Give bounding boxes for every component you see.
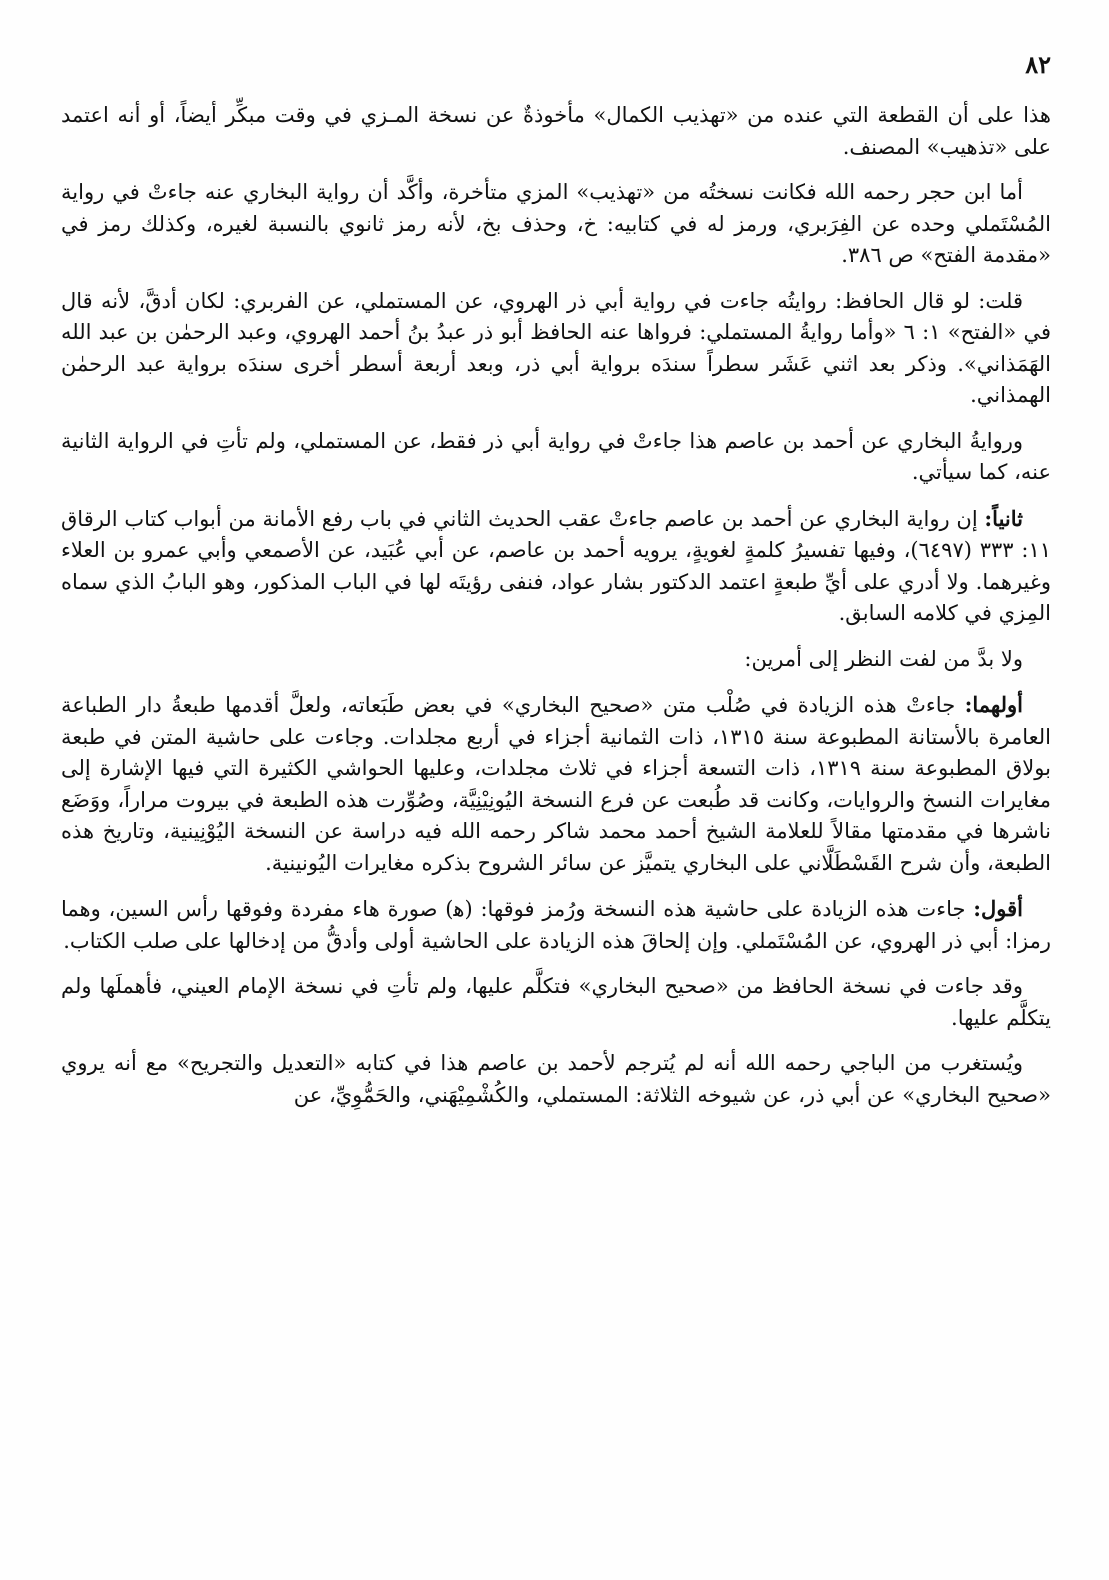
paragraph-text: أما ابن حجر رحمه الله فكانت نسختُه من «تهذيب» المزي متأخرة، وأكَّد أن رواية البخاري عنه جاءتْ في رواية المُسْتَملي وحده عن الفِرَبري، ورمز له في كتابيه: خ، وحذف بخ، لأنه رمز ثانوي بالنسبة لغيره، وكذلك رمز في «مقدمة الفتح» ص ٣٨٦. xyxy=(61,180,1051,267)
paragraph xyxy=(61,177,1051,272)
paragraph xyxy=(61,1048,1051,1111)
paragraph-text: هذا على أن القطعة التي عنده من «تهذيب الكمال» مأخوذةٌ عن نسخة المـزي في وقت مبكِّر أيضاً، أو أنه اعتمد على «تذهيب» المصنف. xyxy=(61,103,1051,159)
paragraph-text: وقد جاءت في نسخة الحافظ من «صحيح البخاري» فتكلَّم عليها، ولم تأتِ في نسخة الإمام العيني، فأهملَها ولم يتكلَّم عليها. xyxy=(61,974,1051,1030)
paragraph-text: ويُستغرب من الباجي رحمه الله أنه لم يُترجم لأحمد بن عاصم هذا في كتابه «التعديل والتجريح» مع أنه يروي «صحيح البخاري» عن أبي ذر، عن شيوخه الثلاثة: المستملي، والكُشْمِيْهَني، والحَمُّوِيِّ، عن xyxy=(61,1051,1051,1107)
paragraph xyxy=(61,426,1051,489)
paragraph-text: إن رواية البخاري عن أحمد بن عاصم جاءتْ عقب الحديث الثاني في باب رفع الأمانة من أبواب كتاب الرقاق ١١: ٣٣٣ (٦٤٩٧)، وفيها تفسيرُ كلمةٍ لغويةٍ، يرويه أحمد بن عاصم، عن أبي عُبَيد، عن الأصمعي وأبي عمرو بن العلاء وغيرهما. ولا أدري على أيِّ طبعةٍ اعتمد الدكتور بشار عواد، فنفى رؤيتَه لها في الباب المذكور، وهو البابُ الذي سماه المِزي في كلامه السابق. xyxy=(61,506,1051,625)
paragraph-lead: أولهما: xyxy=(964,692,1023,717)
paragraph-lead: ثانياً: xyxy=(984,505,1023,531)
paragraph-text: قلت: لو قال الحافظ: روايتُه جاءت في رواية أبي ذر الهروي، عن المستملي، عن الفربري: لكان أدقَّ، لأنه قال في «الفتح» ١: ٦ «وأما روايةُ المستملي: فرواها عنه الحافظ أبو ذر عبدُ بنُ أحمد الهروي، وعبد الرحمٰن بن عبد الله الهَمَذاني». وذكر بعد اثني عَشَر سطراً سندَه برواية أبي ذر، وبعد أربعة أسطر أخرى سندَه برواية عبد الرحمٰن الهمذاني. xyxy=(61,288,1051,407)
paragraph xyxy=(61,893,1051,957)
paragraph-text: وروايةُ البخاري عن أحمد بن عاصم هذا جاءتْ في رواية أبي ذر فقط، عن المستملي، ولم تأتِ في الرواية الثانية عنه، كما سيأتي. xyxy=(61,428,1051,484)
paragraph xyxy=(61,644,1051,676)
page-number: ٨٢ xyxy=(1025,50,1051,79)
paragraph-text: جاءت هذه الزيادة على حاشية هذه النسخة ورُمز فوقها: (ﻫ) صورة هاء مفردة وفوقها رأس السين، وهما رمزا: أبي ذر الهروي، عن المُسْتَملي. وإن إلحاقَ هذه الزيادة على الحاشية أولى وأدقُّ من إدخالها على صلب الكتاب. xyxy=(61,897,1051,953)
paragraph xyxy=(61,689,1051,879)
page-body xyxy=(61,100,1051,1125)
paragraph xyxy=(61,971,1051,1034)
paragraph-text: ولا بدَّ من لفت النظر إلى أمرين: xyxy=(744,646,1023,671)
paragraph xyxy=(61,503,1051,630)
paragraph xyxy=(61,286,1051,412)
paragraph-lead: أقول: xyxy=(973,896,1023,921)
paragraph-text: جاءتْ هذه الزيادة في صُلْب متن «صحيح البخاري» في بعض طَبَعاته، ولعلَّ أقدمها طبعةُ دار الطباعة العامرة بالأستانة المطبوعة سنة ١٣١٥، ذات الثمانية أجزاء في أربع مجلدات. وجاءت على حاشية المتن في طبعة بولاق المطبوعة سنة ١٣١٩، ذات التسعة أجزاء في ثلاث مجلدات، وعليها الحواشي الكثيرة التي فيها الإشارة إلى مغايرات النسخ والروايات، وكانت قد طُبعت عن فرع النسخة اليُونِيْنِيَّة، وصُوِّرت هذه الطبعة في بيروت مراراً، ووَضَع ناشرها في مقدمتها مقالاً للعلامة الشيخ أحمد محمد شاكر رحمه الله فيه دراسة عن النسخة اليُوْنِينية، وتاريخ هذه الطبعة، وأن شرح القَسْطَلَّاني على البخاري يتميَّز عن سائر الشروح بذكره مغايرات اليُونينية. xyxy=(61,693,1051,875)
paragraph xyxy=(61,100,1051,163)
